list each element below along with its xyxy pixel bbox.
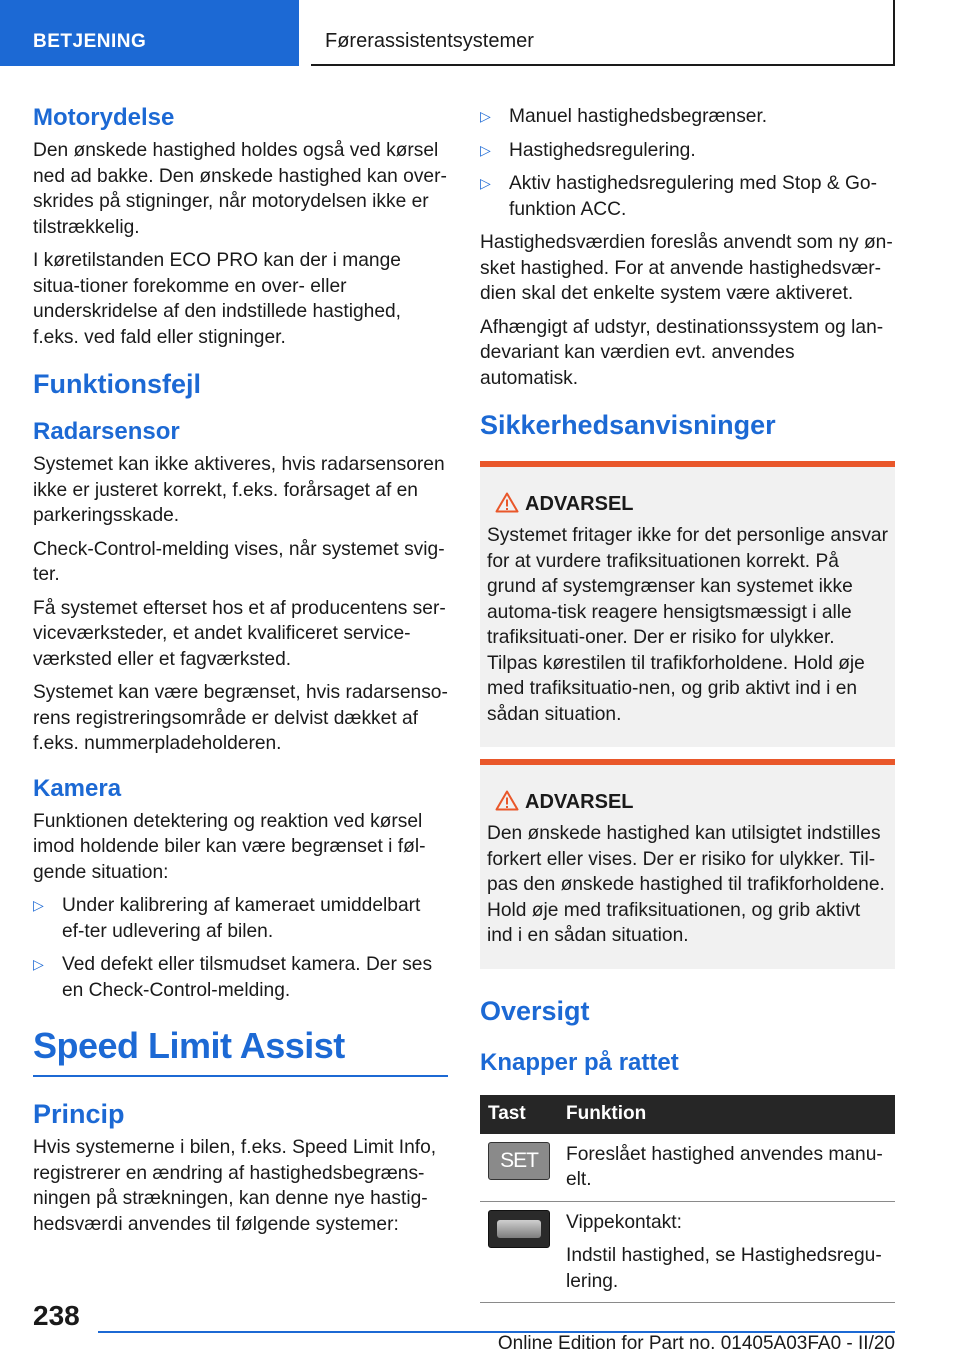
table-row (480, 1134, 895, 1202)
safety-heading: Sikkerhedsanvisninger (480, 410, 776, 440)
bullet-triangle-icon: ▷ (480, 141, 491, 158)
warning-triangle-icon (495, 492, 519, 513)
bullet-triangle-icon: ▷ (33, 956, 44, 972)
chapter-title: Førerassistentsystemer (311, 0, 895, 66)
radar-paragraph-4: Systemet kan være begrænset, hvis radarsenso-rens registreringsområde er delvist dækket af f.eks. nummerpladeholderen. (33, 682, 448, 754)
bullet-triangle-icon: ▷ (480, 175, 491, 191)
warning-text: Den ønskede hastighed kan utilsigtet indstilles forkert eller vises. Der er risiko for ulykker. Til-pas den ønskede hastighed til trafikforholdene. Hold øje med trafiksituationen, og grib aktivt ind i en sådan situation. (487, 823, 885, 946)
radar-paragraph-1: Systemet kan ikke aktiveres, hvis radarsensoren ikke er justeret korrekt, f.eks. forårsaget af en parkeringsskade. (33, 454, 445, 526)
radar-paragraph-3: Få systemet efterset hos et af producentens ser-viceværksteder, et andet kvalificeret service-værksted eller et fagværksted. (33, 597, 446, 670)
motor-paragraph-1: Den ønskede hastighed holdes også ved kørsel ned ad bakke. Den ønskede hastighed kan over-skrides på stigninger, når motorydelsen ikke er tilstrækkelig. (33, 140, 447, 238)
speed-value-paragraph: Hastighedsværdien foreslås anvendt som ny øn-sket hastighed. For at anvende hastighedsvær-dien skal det enkelte system være aktiveret. (480, 232, 893, 304)
set-button-icon: SET (488, 1142, 550, 1180)
radar-paragraph-2: Check-Control-melding vises, når systemet svig-ter. (33, 538, 445, 585)
principle-heading: Princip (33, 1099, 125, 1129)
warning-label: ADVARSEL (525, 791, 634, 813)
rocker-switch-icon (488, 1210, 550, 1248)
list-item: ▷ Manuel hastighedsbegrænser. (480, 104, 895, 130)
edition-note: Online Edition for Part no. 01405A03FA0 - II/20 (497, 1333, 895, 1354)
table-cell-text: Foreslået hastighed anvendes manu-elt. (566, 1143, 883, 1190)
section-tab: BETJENING (0, 0, 299, 66)
warning-label: ADVARSEL (525, 493, 634, 515)
camera-bullet-list (33, 893, 448, 1003)
table-row (480, 1201, 895, 1303)
list-item: ▷ Aktiv hastighedsregulering med Stop & Go-funktion ACC. (480, 173, 877, 220)
bullet-triangle-icon: ▷ (480, 108, 491, 124)
warning-box-1 (480, 461, 895, 747)
fault-heading: Funktionsfejl (33, 369, 201, 399)
left-column (33, 104, 448, 1245)
column-header-function: Funktion (558, 1095, 895, 1134)
motor-heading: Motorydelse (33, 104, 175, 131)
warning-box-2 (480, 759, 895, 969)
buttons-heading: Knapper på rattet (480, 1048, 679, 1076)
list-item: ▷ Hastighedsregulering. (480, 138, 895, 164)
bullet-triangle-icon: ▷ (33, 897, 44, 913)
list-item: ▷ Under kalibrering af kameraet umiddelbart ef-ter udlevering af bilen. (33, 895, 421, 942)
warning-triangle-icon (495, 790, 519, 811)
warning-text: Systemet fritager ikke for det personlige ansvar for at vurdere trafiksituationen korrekt. På grund af systemgrænser kan systemet ikke automa-tisk reagere hensigtsmæssigt i alle trafiksituati-oner. Der er risiko for ulykker. Tilpas kørestilen til trafikforholdene. Hold øje med trafiksituatio-nen, og grib aktivt ind i en sådan situation. (487, 525, 888, 725)
page-header (0, 0, 960, 66)
right-column (480, 104, 895, 1303)
camera-paragraph-1: Funktionen detektering og reaktion ved kørsel imod holdende biler kan være begrænset i føl-gende situation: (33, 810, 426, 883)
list-item: ▷ Ved defekt eller tilsmudset kamera. Der ses en Check-Control-melding. (33, 954, 433, 1001)
page-number: 238 (33, 1300, 80, 1331)
table-header-row (480, 1095, 895, 1134)
table-cell-text: Indstil hastighed, se Hastighedsregu-lering. (566, 1245, 882, 1292)
speed-limit-assist-heading: Speed Limit Assist (33, 1025, 448, 1077)
buttons-table (480, 1095, 895, 1304)
systems-bullet-list (480, 104, 895, 222)
radar-heading: Radarsensor (33, 418, 180, 445)
table-cell-label: Vippekontakt: (566, 1211, 682, 1233)
overview-heading: Oversigt (480, 995, 590, 1026)
equipment-paragraph: Afhængigt af udstyr, destinationssystem og lan-devariant kan værdien evt. anvendes automatisk. (480, 316, 884, 389)
column-header-key: Tast (480, 1095, 558, 1134)
motor-paragraph-2: I køretilstanden ECO PRO kan der i mange situa-tioner forekomme en over- eller underskridelse af den indstillede hastighed, f.eks. ved fald eller stigninger. (33, 250, 402, 348)
principle-paragraph-1: Hvis systemerne i bilen, f.eks. Speed Limit Info, registrerer en ændring af hastighedsbegræns-ningen på strækningen, kan denne nye hastig-hedsværdi anvendes til følgende systemer: (33, 1137, 437, 1235)
camera-heading: Kamera (33, 774, 122, 802)
